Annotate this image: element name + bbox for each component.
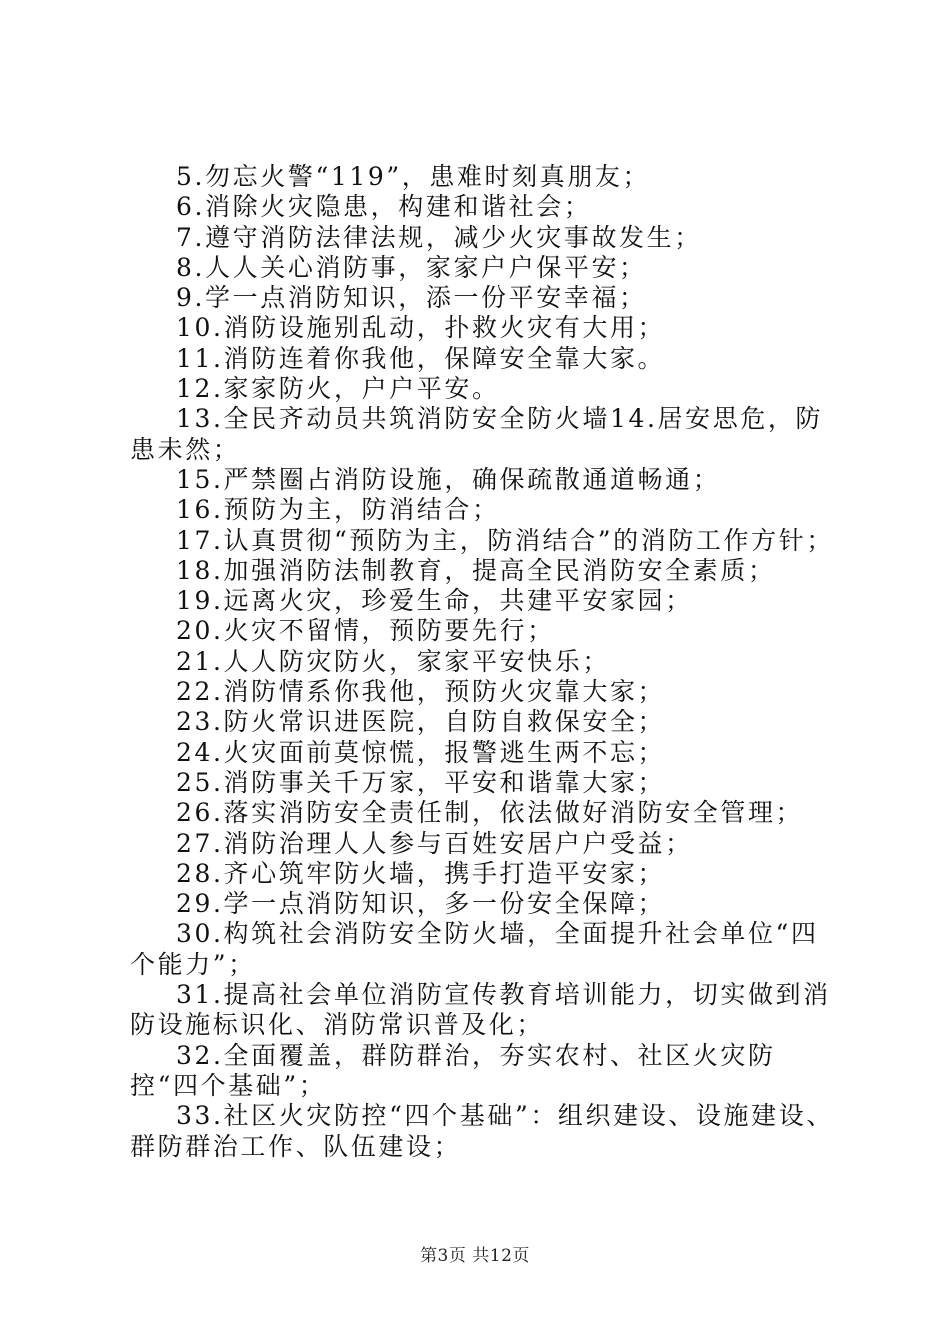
list-item: 11.消防连着你我他，保障安全靠大家。 (176, 343, 666, 373)
slogan-list (130, 162, 835, 1162)
list-item: 19.远离火灾，珍爱生命，共建平安家园； (176, 586, 693, 616)
list-item: 16.预防为主，防消结合； (176, 495, 500, 525)
list-item: 23.防火常识进医院，自防自救保安全； (176, 707, 666, 737)
list-item: 24.火灾面前莫惊慌，报警逃生两不忘； (176, 737, 666, 767)
list-item: 13.全民齐动员共筑消防安全防火墙14.居安思危，防患未然； (130, 404, 824, 464)
list-item: 8.人人关心消防事，家家户户保平安； (176, 252, 647, 282)
list-item: 22.消防情系你我他，预防火灾靠大家； (176, 677, 666, 707)
list-item: 6.消除火灾隐患，构建和谐社会； (176, 192, 592, 222)
list-item: 7.遵守消防法律法规，减少火灾事故发生； (176, 222, 702, 252)
list-item: 32.全面覆盖，群防群治，夯实农村、社区火灾防控“四个基础”； (130, 1040, 776, 1100)
list-item: 33.社区火灾防控“四个基础”：组织建设、设施建设、群防群治工作、队伍建设； (130, 1101, 834, 1161)
list-item: 29.学一点消防知识，多一份安全保障； (176, 889, 666, 919)
list-item: 26.落实消防安全责任制，依法做好消防安全管理； (176, 798, 804, 828)
list-item: 9.学一点消防知识，添一份平安幸福； (176, 283, 647, 313)
list-item: 10.消防设施别乱动，扑救火灾有大用； (176, 313, 666, 343)
list-item: 5.勿忘火警“119”，患难时刻真朋友； (176, 162, 651, 191)
list-item: 31.提高社会单位消防宣传教育培训能力，切实做到消防设施标识化、消防常识普及化； (130, 980, 831, 1040)
list-item: 20.火灾不留情，预防要先行； (176, 616, 555, 646)
list-item: 28.齐心筑牢防火墙，携手打造平安家； (176, 858, 666, 888)
list-item: 30.构筑社会消防安全防火墙，全面提升社会单位“四个能力”； (130, 919, 819, 979)
list-item: 12.家家防火，户户平安。 (176, 374, 500, 404)
list-item: 17.认真贯彻“预防为主，防消结合”的消防工作方针； (176, 525, 834, 555)
list-item: 25.消防事关千万家，平安和谐靠大家； (176, 767, 666, 797)
list-item: 21.人人防灾防火，家家平安快乐； (176, 646, 610, 676)
list-item: 27.消防治理人人参与百姓安居户户受益； (176, 828, 693, 858)
list-item: 15.严禁圈占消防设施，确保疏散通道畅通； (176, 464, 721, 494)
list-item: 18.加强消防法制教育，提高全民消防安全素质； (176, 555, 776, 585)
page-number-footer: 第3页 共12页 (420, 1246, 530, 1266)
